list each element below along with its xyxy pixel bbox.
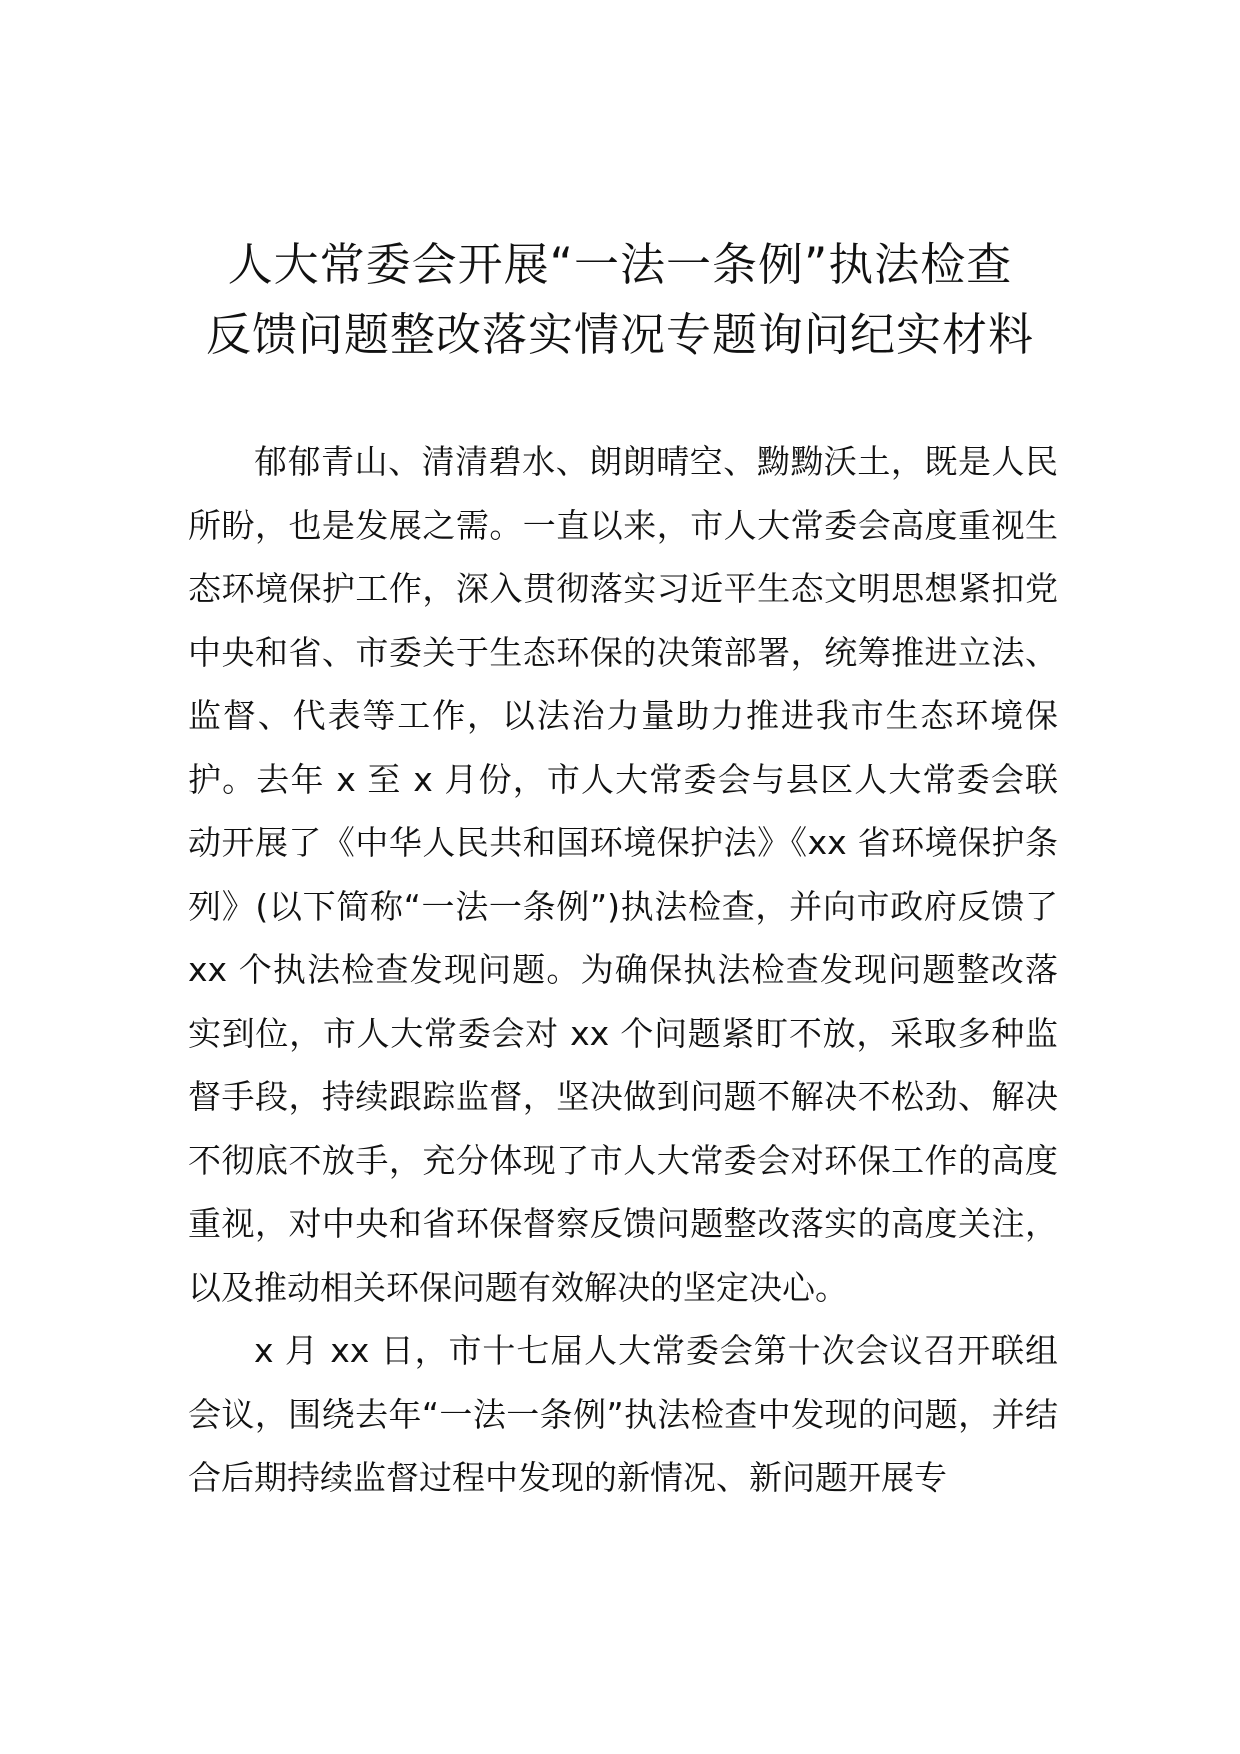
document-title [150, 230, 1090, 370]
body-paragraph-2: x 月 xx 日，市十七届人大常委会第十次会议召开联组会议，围绕去年“一法一条例”执法检查中发现的问题，并结合后期持续监督过程中发现的新情况、新问题开展专 [188, 1331, 1058, 1497]
body-paragraph-1: 郁郁青山、清清碧水、朗朗晴空、黝黝沃土，既是人民所盼，也是发展之需。一直以来，市人大常委会高度重视生态环境保护工作，深入贯彻落实习近平生态文明思想紧扣党中央和省、市委关于生态环保的决策部署，统筹推进立法、监督、代表等工作，以法治力量助力推进我市生态环境保护。去年 x 至 x 月份，市人大常委会与县区人大常委会联动开展了《中华人民共和国环境保护法》《xx 省环境保护条列》(以下简称“一法一条例”)执法检查，并向市政府反馈了 xx 个执法检查发现问题。为确保执法检查发现问题整改落实到位，市人大常委会对 xx 个问题紧盯不放，采取多种监督手段，持续跟踪监督，坚决做到问题不解决不松劲、解决不彻底不放手，充分体现了市人大常委会对环保工作的高度重视，对中央和省环保督察反馈问题整改落实的高度关注，以及推动相关环保问题有效解决的坚定决心。 [188, 442, 1058, 1307]
title-line-1: 人大常委会开展“一法一条例”执法检查 [227, 238, 1013, 291]
title-line-2: 反馈问题整改落实情况专题询问纪实材料 [205, 308, 1034, 361]
document-body [188, 430, 1058, 1510]
